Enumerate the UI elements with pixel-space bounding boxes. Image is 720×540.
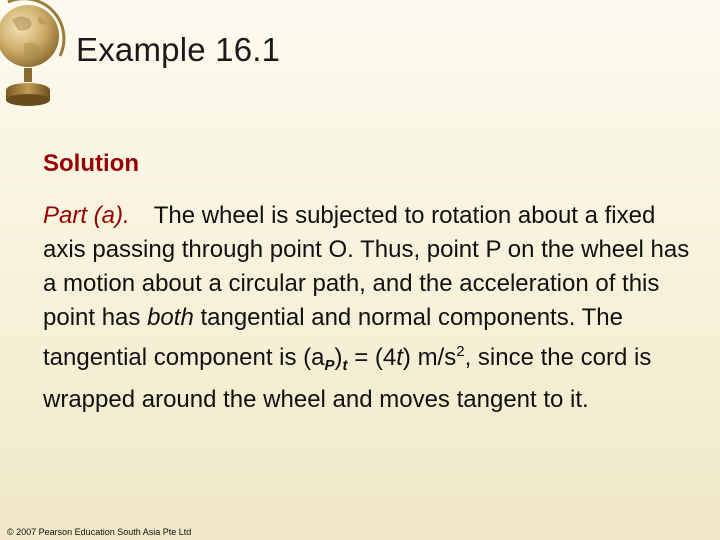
body-text-1: The wheel is subjected to rotation about a fixed axis passing through point O. Thus, point P on the wheel has a motion about a circular path, and the acceleration of this point has (43, 202, 690, 331)
part-label: Part (a). (43, 202, 130, 229)
variable-t: t (396, 344, 403, 371)
body-text-2: tangential and normal components. The tangential component is (a (43, 304, 623, 371)
copyright-footer: © 2007 Pearson Education South Asia Pte Ltd (7, 527, 192, 537)
body-text-5: ) m/s (402, 344, 457, 371)
superscript-2: 2 (456, 343, 465, 360)
body-text-6: , since the cord is wrapped around the wheel and moves tangent to it. (43, 344, 652, 413)
body-text-4: = (4 (347, 344, 397, 371)
globe-icon (0, 0, 68, 114)
subscript-t: t (342, 357, 348, 374)
solution-paragraph (43, 199, 703, 417)
body-text-3: ) (334, 344, 343, 371)
subscript-p: P (324, 357, 335, 374)
solution-heading: Solution (43, 150, 139, 177)
slide-title: Example 16.1 (76, 31, 281, 68)
emphasis-both: both (147, 304, 194, 331)
